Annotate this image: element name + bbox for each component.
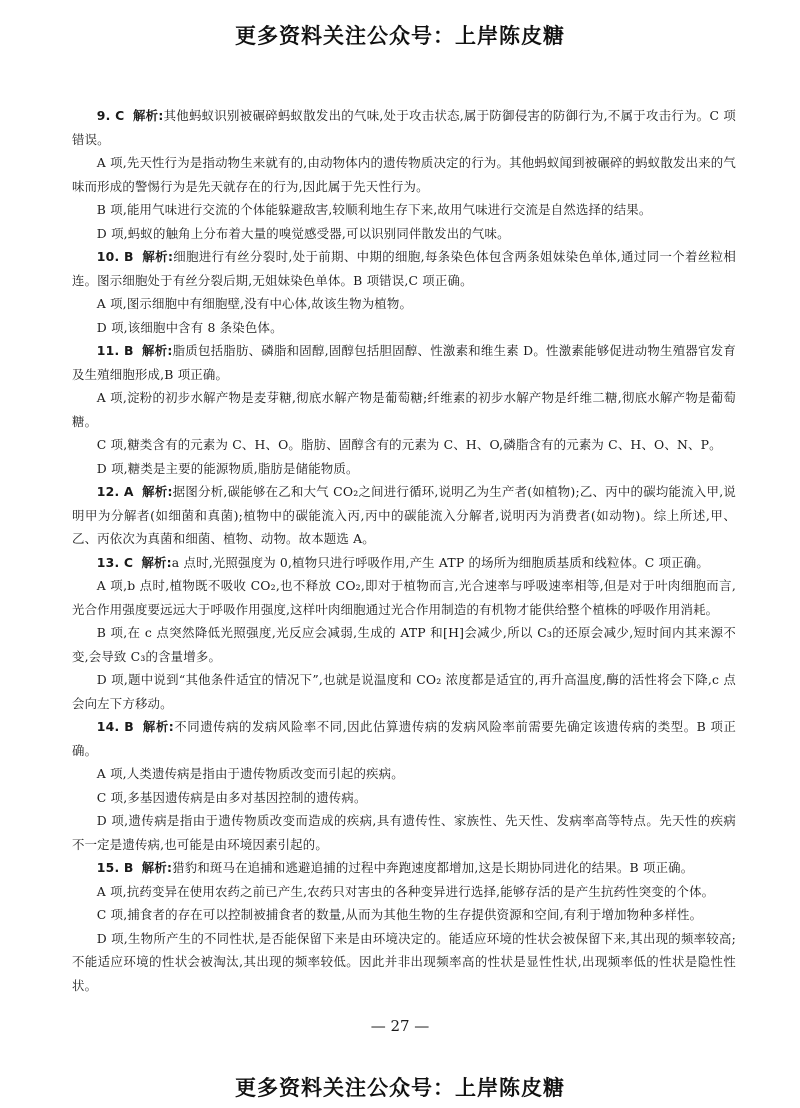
answer-explanations [72, 104, 736, 997]
analysis-text: 据图分析,碳能够在乙和大气 CO₂之间进行循环,说明乙为生产者(如植物);乙、丙中的碳均能流入甲,说明甲为分解者(如细菌和真菌);植物中的碳能流入丙,丙中的碳能流入分解者,说明丙为消费者(如动物)。综上所述,甲、乙、丙依次为真菌和细菌、植物、动物。故本题选 A。 [72, 484, 737, 546]
option-explanation: D 项,糖类是主要的能源物质,脂肪是储能物质。 [96, 460, 359, 476]
answer-lead-paragraph [72, 339, 736, 386]
answer-block-q15 [72, 856, 736, 997]
option-explanation: C 项,多基因遗传病是由多对基因控制的遗传病。 [96, 789, 367, 805]
answer-block-q9 [72, 104, 736, 245]
analysis-label: 解析: [142, 343, 173, 358]
answer-block-q13 [72, 551, 736, 716]
answer-lead-paragraph [72, 104, 736, 151]
answer-block-q12 [72, 480, 736, 551]
answer-lead-paragraph [72, 480, 736, 551]
answer-lead-paragraph [72, 856, 736, 880]
answer-number: 14. B [96, 719, 134, 734]
analysis-label: 解析: [142, 484, 173, 499]
answer-number: 15. B [96, 860, 134, 875]
page-number: — 27 — [370, 1017, 430, 1035]
option-explanation: D 项,蚂蚁的触角上分布着大量的嗅觉感受器,可以识别同伴散发出的气味。 [96, 225, 510, 241]
analysis-label: 解析: [142, 249, 174, 264]
option-explanation: D 项,题中说到“其他条件适宜的情况下”,也就是说温度和 CO₂ 浓度都是适宜的,再升高温度,酶的活性将会下降,c 点会向左下方移动。 [72, 672, 736, 711]
answer-block-q11 [72, 339, 736, 480]
option-explanation: A 项,淀粉的初步水解产物是麦芽糖,彻底水解产物是葡萄糖;纤维素的初步水解产物是纤维二糖,彻底水解产物是葡萄糖。 [72, 390, 736, 429]
analysis-label: 解析: [141, 860, 173, 875]
option-explanation: A 项,先天性行为是指动物生来就有的,由动物体内的遗传物质决定的行为。其他蚂蚁闻到被碾碎的蚂蚁散发出来的气味而形成的警惕行为是先天就存在的行为,因此属于先天性行为。 [72, 155, 736, 194]
analysis-text: 脂质包括脂肪、磷脂和固醇,固醇包括胆固醇、性激素和维生素 D。性激素能够促进动物生殖器官发育及生殖细胞形成,B 项正确。 [72, 343, 736, 382]
analysis-text: 猎豹和斑马在追捕和逃避追捕的过程中奔跑速度都增加,这是长期协同进化的结果。B 项正确。 [172, 860, 694, 875]
option-explanation: D 项,生物所产生的不同性状,是否能保留下来是由环境决定的。能适应环境的性状会被保留下来,其出现的频率较高;不能适应环境的性状会被淘汰,其出现的频率较低。因此并非出现频率高的性状是显性性状,出现频率低的性状是隐性性状。 [72, 930, 736, 993]
answer-number: 9. C [96, 108, 125, 123]
analysis-text: a 点时,光照强度为 0,植物只进行呼吸作用,产生 ATP 的场所为细胞质基质和线粒体。C 项正确。 [171, 554, 709, 570]
analysis-label: 解析: [141, 554, 172, 570]
option-explanation: C 项,糖类含有的元素为 C、H、O。脂肪、固醇含有的元素为 C、H、O,磷脂含有的元素为 C、H、O、N、P。 [96, 437, 722, 452]
answer-number: 13. C [96, 554, 134, 570]
header-banner: 更多资料关注公众号：上岸陈皮糖 [235, 24, 565, 48]
option-explanation: D 项,该细胞中含有 8 条染色体。 [96, 319, 283, 335]
answer-lead-paragraph [72, 245, 736, 292]
option-explanation: B 项,在 c 点突然降低光照强度,光反应会减弱,生成的 ATP 和[H]会减少,所以 C₃的还原会减少,短时间内其来源不变,会导致 C₃的含量增多。 [72, 625, 736, 664]
answer-block-q14 [72, 715, 736, 856]
option-explanation: C 项,捕食者的存在可以控制被捕食者的数量,从而为其他生物的生存提供资源和空间,有利于增加物种多样性。 [96, 907, 703, 922]
answer-number: 10. B [96, 249, 134, 264]
answer-number: 11. B [96, 343, 134, 358]
option-explanation: B 项,能用气味进行交流的个体能躲避敌害,较顺利地生存下来,故用气味进行交流是自然选择的结果。 [96, 202, 652, 217]
option-explanation: A 项,人类遗传病是指由于遗传物质改变而引起的疾病。 [96, 766, 404, 781]
analysis-label: 解析: [132, 108, 164, 123]
answer-lead-paragraph [72, 551, 736, 575]
footer-banner: 更多资料关注公众号：上岸陈皮糖 [235, 1076, 565, 1100]
option-explanation: D 项,遗传病是指由于遗传物质改变而造成的疾病,具有遗传性、家族性、先天性、发病率高等特点。先天性的疾病不一定是遗传病,也可能是由环境因素引起的。 [72, 813, 736, 852]
answer-number: 12. A [96, 484, 134, 499]
answer-block-q10 [72, 245, 736, 339]
option-explanation: A 项,b 点时,植物既不吸收 CO₂,也不释放 CO₂,即对于植物而言,光合速率与呼吸速率相等,但是对于叶肉细胞而言,光合作用强度要远远大于呼吸作用强度,这样叶肉细胞通过光合作用制造的有机物才能供给整个植株的呼吸作用消耗。 [72, 578, 736, 617]
analysis-text: 其他蚂蚁识别被碾碎蚂蚁散发出的气味,处于攻击状态,属于防御侵害的防御行为,不属于攻击行为。C 项错误。 [72, 108, 736, 147]
answer-lead-paragraph [72, 715, 736, 762]
analysis-label: 解析: [142, 719, 174, 734]
option-explanation: A 项,图示细胞中有细胞壁,没有中心体,故该生物为植物。 [96, 296, 413, 311]
analysis-text: 细胞进行有丝分裂时,处于前期、中期的细胞,每条染色体包含两条姐妹染色单体,通过同一个着丝粒相连。图示细胞处于有丝分裂后期,无姐妹染色单体。B 项错误,C 项正确。 [72, 249, 736, 288]
analysis-text: 不同遗传病的发病风险率不同,因此估算遗传病的发病风险率前需要先确定该遗传病的类型。B 项正确。 [72, 719, 737, 758]
option-explanation: A 项,抗药变异在使用农药之前已产生,农药只对害虫的各种变异进行选择,能够存活的是产生抗药性突变的个体。 [96, 883, 715, 899]
